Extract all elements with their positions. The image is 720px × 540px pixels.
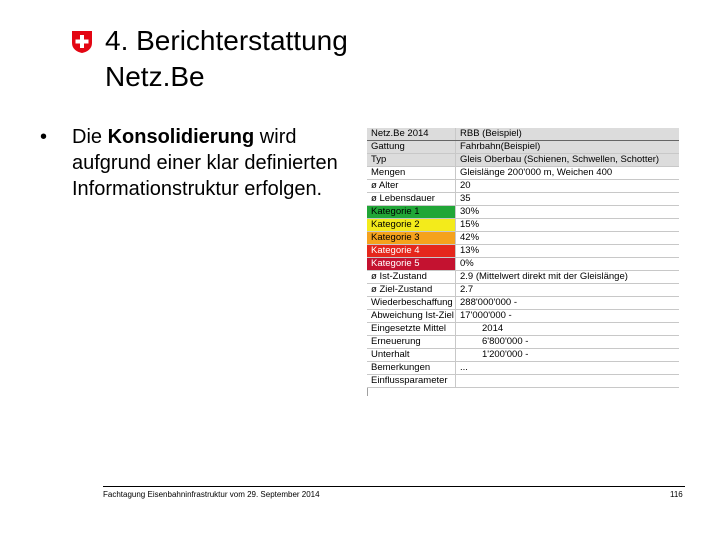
table-row	[367, 362, 679, 375]
table-row	[367, 180, 679, 193]
page-number: 116	[670, 490, 683, 499]
table-cell-value: 6'800'000 -	[456, 336, 680, 349]
table-cell-value: 42%	[456, 232, 680, 245]
table-cell-value: 2.7	[456, 284, 680, 297]
table-row	[367, 245, 679, 258]
bullet-item	[40, 124, 350, 202]
table-cell-value: 2014	[456, 323, 680, 336]
table-cell-label: ø Alter	[367, 180, 456, 193]
swiss-cross-icon	[71, 30, 93, 54]
table-cell-label: Abweichung Ist-Ziel	[367, 310, 456, 323]
slide-title-line1: 4. Berichterstattung	[105, 25, 348, 56]
table-cell-label: Typ	[367, 154, 456, 167]
table-cell-label: Mengen	[367, 167, 456, 180]
table-cell-value: 30%	[456, 206, 680, 219]
table-cell-label: ø Ziel-Zustand	[367, 284, 456, 297]
table-row	[367, 336, 679, 349]
table-cell-label: Kategorie 4	[367, 245, 456, 258]
table-cell-value	[456, 375, 680, 388]
data-table	[367, 128, 679, 388]
table-row	[367, 258, 679, 271]
footer-text: Fachtagung Eisenbahninfrastruktur vom 29. September 2014	[103, 490, 320, 499]
table-cell-value: 20	[456, 180, 680, 193]
table-cell-label: ø Lebensdauer	[367, 193, 456, 206]
table-row	[367, 323, 679, 336]
table-cell-label: Gattung	[367, 141, 456, 154]
table-cell-label: Eingesetzte Mittel	[367, 323, 456, 336]
table-header-cell: RBB (Beispiel)	[456, 128, 680, 141]
table-cell-label: Erneuerung	[367, 336, 456, 349]
table-row	[367, 141, 679, 154]
table-cell-label: Kategorie 2	[367, 219, 456, 232]
table-cell-value: 13%	[456, 245, 680, 258]
bullet-text	[72, 124, 350, 202]
table-cell-value: 17'000'000 -	[456, 310, 680, 323]
slide-title	[105, 23, 348, 95]
table-row	[367, 232, 679, 245]
footer-divider	[103, 486, 685, 487]
table-cell-label: Unterhalt	[367, 349, 456, 362]
table-row	[367, 167, 679, 180]
table-row	[367, 284, 679, 297]
table-cell-value: 2.9 (Mittelwert direkt mit der Gleislänge)	[456, 271, 680, 284]
table-row	[367, 349, 679, 362]
bullet-marker: •	[40, 126, 48, 148]
table-row	[367, 297, 679, 310]
table-cell-label: ø Ist-Zustand	[367, 271, 456, 284]
table-row	[367, 219, 679, 232]
bullet-text-start: Die	[72, 126, 108, 148]
table-cell-label: Wiederbeschaffung	[367, 297, 456, 310]
table-cell-value: 288'000'000 -	[456, 297, 680, 310]
table-cell-value: Gleis Oberbau (Schienen, Schwellen, Schotter)	[456, 154, 680, 167]
table-cell-label: Kategorie 3	[367, 232, 456, 245]
table-cell-label: Einflussparameter	[367, 375, 456, 388]
table-header-cell: Netz.Be 2014	[367, 128, 456, 141]
table-header-row	[367, 128, 679, 141]
table-row	[367, 154, 679, 167]
table-row	[367, 193, 679, 206]
table-cell-value: 1'200'000 -	[456, 349, 680, 362]
table-row	[367, 271, 679, 284]
bullet-text-bold: Konsolidierung	[107, 126, 255, 148]
table-cell-value: Fahrbahn(Beispiel)	[456, 141, 680, 154]
table-cell-value: Gleislänge 200'000 m, Weichen 400	[456, 167, 680, 180]
table-row	[367, 375, 679, 388]
table-row	[367, 206, 679, 219]
table-cell-value: 0%	[456, 258, 680, 271]
table-row	[367, 310, 679, 323]
table-cell-value: 15%	[456, 219, 680, 232]
table-cell-value: 35	[456, 193, 680, 206]
table-cell-label: Kategorie 5	[367, 258, 456, 271]
slide-title-line2: Netz.Be	[105, 61, 205, 92]
bullet-text-end: wird aufgrund einer klar definierten Informationstruktur erfolgen.	[72, 126, 338, 200]
table-cell-label: Kategorie 1	[367, 206, 456, 219]
table-cell-value: ...	[456, 362, 680, 375]
table-cell-label: Bemerkungen	[367, 362, 456, 375]
